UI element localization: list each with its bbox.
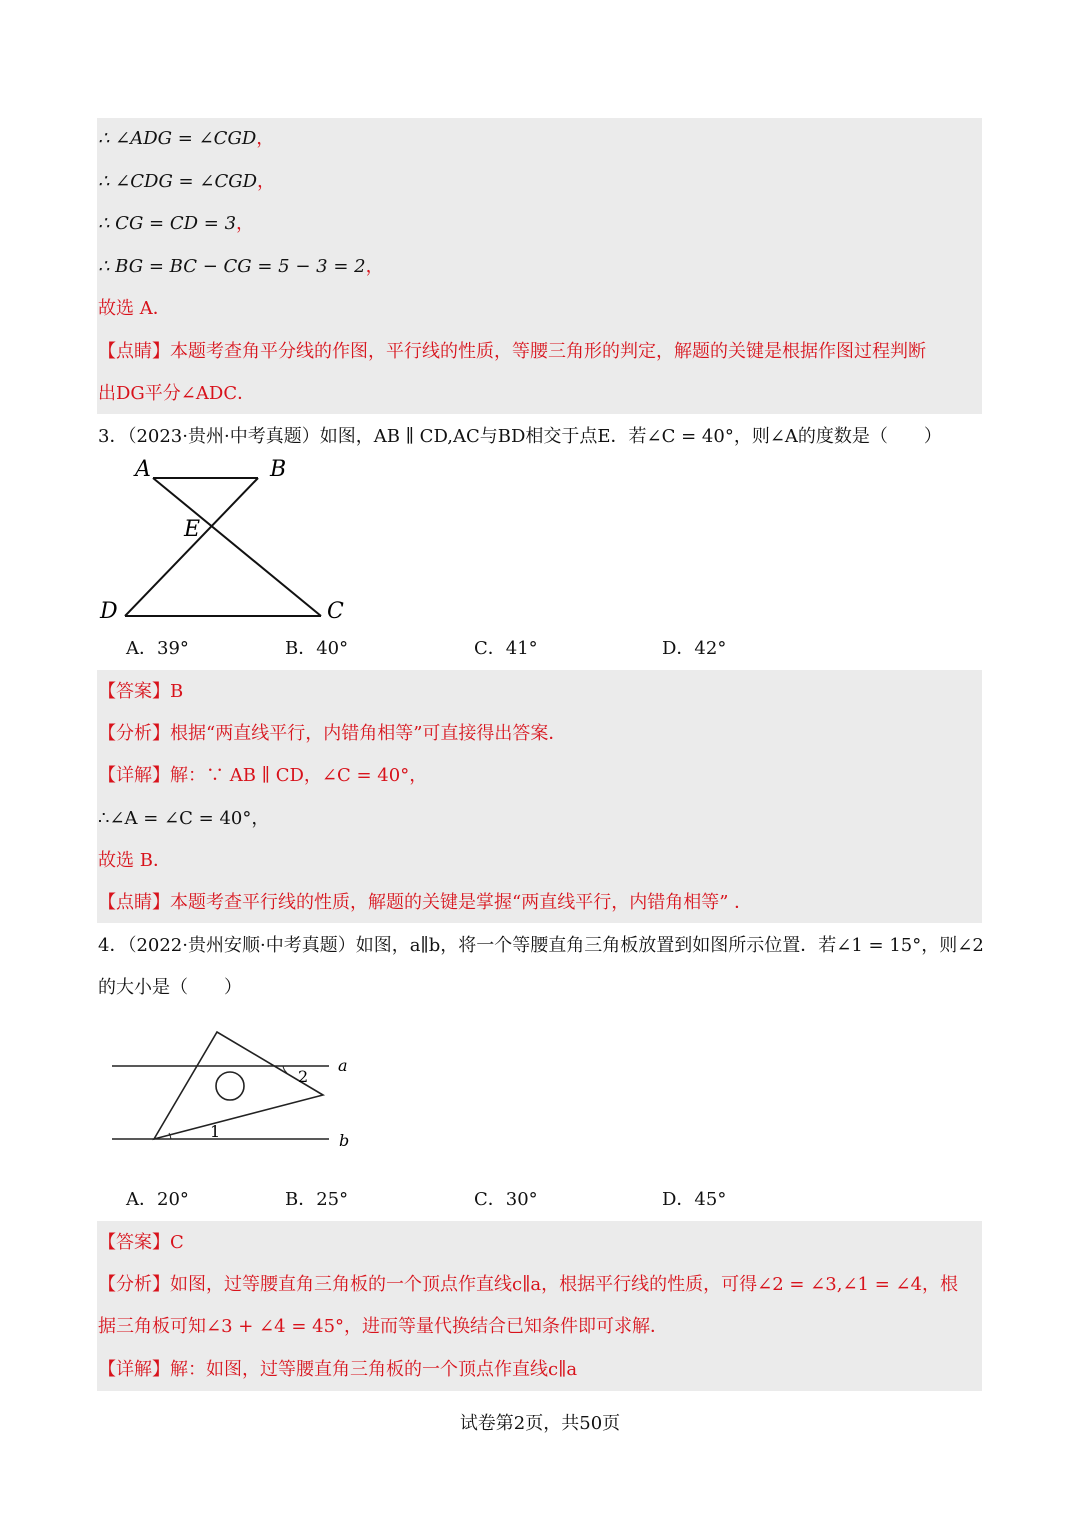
figure-q3 [95,452,365,627]
option-d: D．45° [662,1189,727,1210]
solution-line [98,255,384,279]
option-a: A．39° [126,638,189,659]
punctuation: ， [236,213,255,234]
comment-line: 出DG平分∠ADC． [98,383,256,404]
analysis-line: 【分析】如图，过等腰直角三角板的一个顶点作直线c∥a，根据平行线的性质，可得∠2 = ∠3,∠1 = ∠4，根 [98,1274,959,1295]
answer-line: 【答案】B [98,681,184,702]
solution-line [98,127,274,151]
math-expression: ∴ ∠CDG = ∠CGD [98,171,258,192]
option-b: B．40° [285,638,349,659]
choice-statement: 故选 B． [98,850,171,871]
page-footer: 试卷第2页，共50页 [459,1413,621,1434]
solution-step: ∴∠A = ∠C = 40°， [98,808,270,829]
label-a: A [135,457,151,482]
question-stem-continued: 的大小是（ ） [98,977,242,998]
math-expression: ∴ ∠ADG = ∠CGD [98,128,257,149]
math-expression: ∴ CG = CD = 3 [98,213,237,234]
analysis-line: 据三角板可知∠3 + ∠4 = 45°，进而等量代换结合已知条件即可求解． [98,1316,669,1337]
label-c: C [327,599,344,624]
label-line-b: b [339,1131,350,1150]
figure-q4 [105,1025,365,1160]
question-stem: 4．（2022·贵州安顺·中考真题）如图，a∥b，将一个等腰直角三角板放置到如图所示位置．若∠1 = 15°，则∠2 [98,935,984,956]
solution-line [98,212,254,236]
punctuation: ， [365,256,384,277]
label-b: B [270,457,287,482]
analysis-line: 【分析】根据“两直线平行，内错角相等”可直接得出答案． [98,723,567,744]
question-stem: 3．（2023·贵州·中考真题）如图，AB ∥ CD,AC与BD相交于点E．若∠C = 40°，则∠A的度数是（ ） [98,426,942,447]
label-e: E [184,517,201,542]
punctuation: ， [257,171,276,192]
option-a: A．20° [126,1189,189,1210]
solution-line [98,170,275,194]
label-angle-1: 1 [210,1122,221,1141]
label-line-a: a [338,1056,348,1075]
answer-line: 【答案】C [98,1232,184,1253]
detail-line: 【详解】解：如图，过等腰直角三角板的一个顶点作直线c∥a [98,1359,578,1380]
option-b: B．25° [285,1189,349,1210]
option-c: C．30° [474,1189,538,1210]
label-d: D [100,599,118,624]
set-square-hole [216,1072,244,1100]
option-d: D．42° [662,638,727,659]
detail-line: 【详解】解：∵ AB ∥ CD，∠C = 40°， [98,765,428,786]
comment-line: 【点睛】本题考查平行线的性质，解题的关键是掌握“两直线平行，内错角相等” ． [98,892,753,913]
punctuation: ， [256,128,275,149]
choice-statement: 故选 A． [98,298,171,319]
solution-box-q3 [97,670,982,923]
math-expression: ∴ BG = BC − CG = 5 − 3 = 2 [98,256,366,277]
comment-line: 【点睛】本题考查角平分线的作图，平行线的性质，等腰三角形的判定，解题的关键是根据作图过程判断 [98,341,926,362]
label-angle-2: 2 [298,1067,309,1086]
option-c: C．41° [474,638,538,659]
